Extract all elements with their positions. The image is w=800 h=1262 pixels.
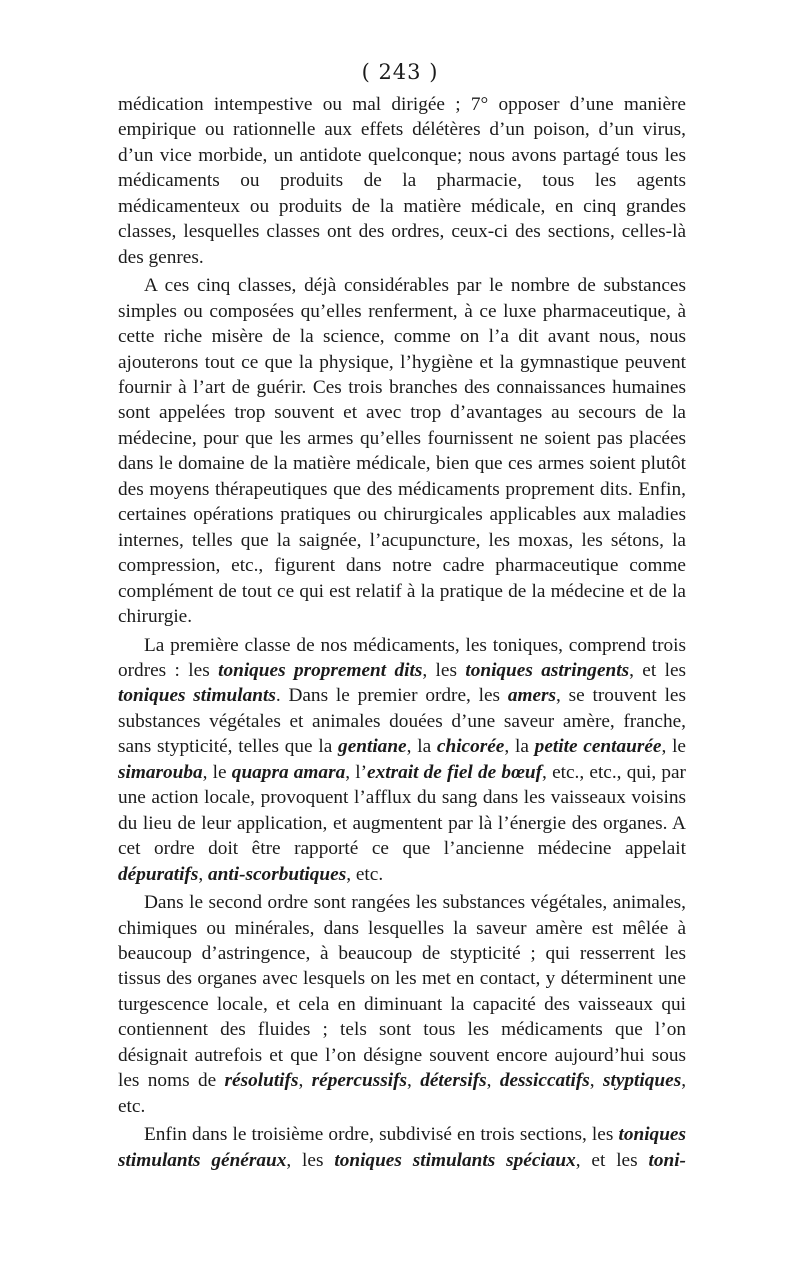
text-run: A ces cinq classes, déjà considérables par le nombre de substances simples ou composées qu’elles renferment, à ce luxe pharmaceutique, à cette riche misère de la science, comme on l’a dit avant nous, nous ajouterons tout ce que la physique, l’hygiène et la gymnastique peuvent fournir à l’art de guérir. Ces trois branches des connaissances humaines sont appelées trop souvent et avec trop d’avantages au secours de la médecine, pour que les armes qu’elles fournissent ne soient pas placées dans le domaine de la matière médicale, bien que ces armes soient plutôt des moyens thérapeutiques que des médicaments proprement dits. Enfin, certaines opérations pratiques ou chirurgicales applicables aux maladies internes, telles que la saignée, l’acupuncture, les moxas, les sétons, la compression, etc., figurent dans notre cadre pharmaceutique comme complément de tout ce qui est relatif à la pratique de la médecine et de la chirurgie.: [118, 275, 686, 628]
page-number: ( 243 ): [361, 60, 439, 84]
text-run: ,: [298, 1070, 312, 1092]
italic-term: petite centaurée: [534, 736, 662, 758]
italic-term: répercussifs: [311, 1070, 408, 1092]
italic-term: quapra amara: [231, 761, 346, 783]
italic-term: toniques stimulants: [118, 685, 276, 707]
text-run: , et les: [575, 1149, 649, 1171]
italic-term: toniques proprement dits: [218, 659, 423, 681]
text-run: , la: [504, 736, 535, 758]
text-run: ,: [486, 1070, 500, 1092]
text-run: Enfin dans le troisième ordre, subdivisé en trois sections, les: [144, 1124, 619, 1146]
italic-term: toniques stimulants spéciaux: [334, 1149, 576, 1171]
text-run: , etc.: [346, 863, 384, 885]
text-run: ,: [589, 1070, 603, 1092]
text-run: , le: [661, 736, 686, 758]
italic-term: résolutifs: [224, 1070, 299, 1092]
italic-term: styptiques: [603, 1070, 682, 1092]
text-run: ,: [198, 863, 208, 885]
paragraph: [118, 633, 686, 888]
italic-term: dépuratifs: [118, 863, 199, 885]
text-run: , la: [406, 736, 437, 758]
italic-term: dessiccatifs: [499, 1070, 590, 1092]
text-run: , les: [286, 1149, 335, 1171]
italic-term: anti-scorbutiques: [208, 863, 347, 885]
italic-term: simarouba: [118, 761, 203, 783]
text-run: La première classe de nos médicaments, les toniques, comprend trois ordres : les: [118, 634, 686, 681]
paragraph: [118, 92, 686, 270]
italic-term: toniques stimulants généraux: [118, 1124, 686, 1171]
text-run: , les: [422, 659, 466, 681]
italic-term: toniques astringents: [465, 659, 630, 681]
italic-term: gentiane: [338, 736, 407, 758]
paragraph: [118, 273, 686, 629]
text-run: , se trouvent les substances végétales et animales douées d’une saveur amère, franche, sans stypticité, telles que la: [118, 685, 686, 758]
text-run: , et les: [629, 659, 687, 681]
text-run: , etc., etc., qui, par une action locale, provoquent l’afflux du sang dans les vaisseaux voisins du lieu de leur application, et augmentent par là l’énergie des organes. A cet ordre doit être rapporté ce que l’ancienne médecine appelait: [118, 761, 686, 860]
text-run: médication intempestive ou mal dirigée ; 7° opposer d’une manière empirique ou rationnelle aux effets délétères d’un poison, d’un virus, d’un vice morbide, un antidote quelconque; nous avons partagé tous les médicaments ou produits de la pharmacie, tous les agents médicamenteux ou produits de la matière médicale, en cinq grandes classes, lesquelles classes ont des ordres, ceux-ci des sections, celles-là des genres.: [118, 94, 686, 268]
text-run: , l’: [345, 761, 368, 783]
italic-term: détersifs: [420, 1070, 487, 1092]
body-text: [118, 92, 686, 1176]
italic-term: chicorée: [436, 736, 505, 758]
text-run: Dans le second ordre sont rangées les substances végétales, animales, chimiques ou minérales, dans lesquelles la saveur amère est mêlée à beaucoup d’astringence, à beaucoup de stypticité ; qui resserrent les tissus des organes avec lesquels on les met en contact, y déterminent une turgescence locale, et cela en diminuant la capacité des vaisseaux qui contiennent des fluides ; tels sont tous les médicaments que l’on désignait autrefois et que l’on désigne souvent encore aujourd’hui sous les noms de: [118, 892, 686, 1092]
text-run: ,: [407, 1070, 421, 1092]
italic-term: extrait de fiel de bœuf: [367, 761, 543, 783]
text-run: , le: [202, 761, 232, 783]
paragraph: [118, 890, 686, 1119]
paragraph: [118, 1122, 686, 1173]
text-run: . Dans le premier ordre, les: [275, 685, 508, 707]
text-run: , etc.: [118, 1070, 687, 1117]
italic-term: toni-: [648, 1149, 686, 1171]
italic-term: amers: [507, 685, 557, 707]
